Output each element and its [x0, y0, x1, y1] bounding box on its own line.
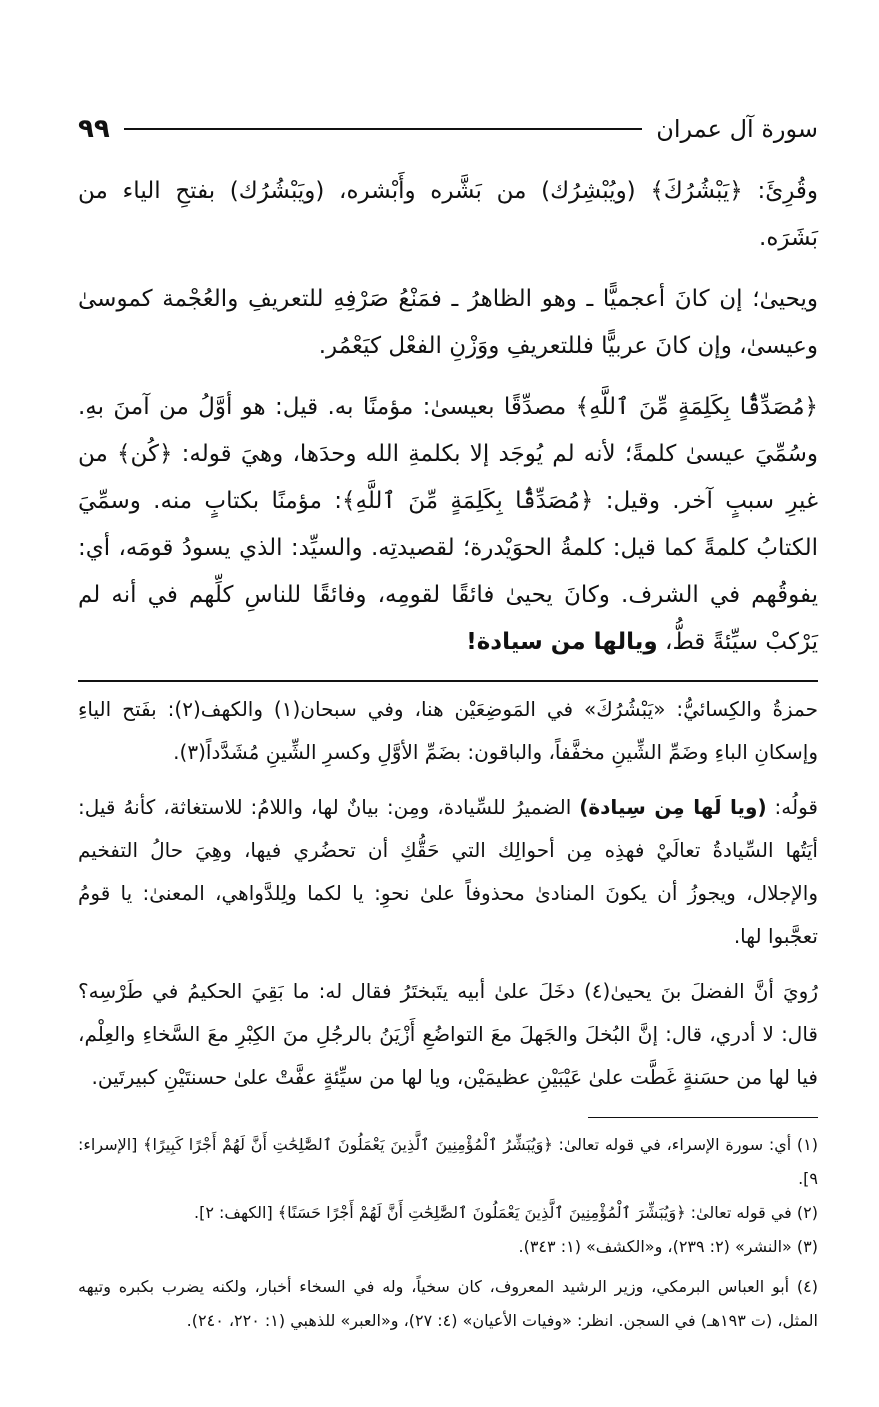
page-header: [78, 108, 818, 150]
main-text: [78, 168, 818, 666]
main-paragraph-2: ويحيىٰ؛ إن كانَ أعجميًّا ـ وهو الظاهرُ ـ فمَنْعُ صَرْفِهِ للتعريفِ والعُجْمة كموسىٰ وعيسىٰ، وإن كانَ عربيًّا فللتعريفِ ووَزْنِ الفعْل كيَعْمُر.: [78, 286, 818, 359]
main-paragraph-3: [78, 384, 818, 666]
main-paragraph-1: وقُرِئَ: ﴿يَبْشُرُكَ﴾ (ويُبْشِرُك) من بَشَّره وأَبْشره، (ويَبْشُرُك) بفتحِ الياء من بَشَرَه.: [78, 178, 818, 251]
header-rule: [124, 128, 642, 130]
surah-title: سورة آل عمران: [656, 115, 818, 143]
footnote-separator: [588, 1117, 818, 1118]
page-number: ٩٩: [78, 114, 110, 144]
commentary-quoted-phrase: (ويا لَها مِن سِيادة): [579, 795, 767, 819]
commentary-paragraph-3: رُويَ أنَّ الفضلَ بنَ يحيىٰ(٤) دخَلَ علىٰ أبيه يتَبختَرُ فقال له: ما بَقِيَ الحكيمُ في طَرْسِه؟ قال: لا أدري، قال: إنَّ البُخلَ والجَهلَ معَ التواضُعِ أَزْيَنُ بالرجُلِ منَ الكِبْرِ معَ السَّخاءِ والعِلْم، فيا لها من حسَنةٍ غَطَّت علىٰ عَيْبَيْنِ عظيمَيْن، ويا لها من سيِّئةٍ عفَّتْ علىٰ حسنتَيْنِ كبيرتَين.: [78, 979, 818, 1089]
book-page: [78, 108, 818, 1338]
footnote-3: (٣) «النشر» (٢: ٢٣٩)، و«الكشف» (١: ٣٤٣).: [518, 1237, 818, 1256]
commentary-lead: قولُه:: [766, 795, 818, 819]
footnote-4: (٤) أبو العباس البرمكي، وزير الرشيد المعروف، كان سخياً، وله في السخاء أخبار، ولكنه يضرب بكبره وتيهه المثل، (ت ١٩٣هـ) في السجن. انظر: «وفيات الأعيان» (٤: ٢٧)، و«العبر» للذهبي (١: ٢٢٠، ٢٤٠).: [78, 1277, 818, 1330]
footnotes: [78, 1128, 818, 1338]
footnote-1: (١) أي: سورة الإسراء، في قوله تعالىٰ: ﴿وَيُبَشِّرُ ٱلْمُؤْمِنِينَ ٱلَّذِينَ يَعْمَلُونَ ٱلصَّٰلِحَٰتِ أَنَّ لَهُمْ أَجْرًا كَبِيرًا﴾ [الإسراء: ٩].: [78, 1135, 818, 1188]
commentary-paragraph-2: [78, 786, 818, 958]
commentary-paragraph-1: حمزةُ والكِسائيُّ: «يَبْشُرُكَ» في المَوضِعَيْن هنا، وفي سبحان(١) والكهف(٢): بفَتح الياءِ وإسكانِ الباءِ وضَمِّ الشِّينِ مخفَّفاً، والباقون: بضَمِّ الأوَّلِ وكسرِ الشِّينِ مُشَدَّداً(٣).: [78, 697, 818, 764]
commentary-paragraph-2-text: الضميرُ للسِّيادة، ومِن: بيانٌ لها، واللامُ: للاستغاثة، كأنهُ قيل: أيَتُها السِّيادةُ تعالَيْ فهذِه مِن أحوالِك التي حَقُّكِ أن تحضُري فيها، وهِيَ حالُ التفخيم والإجلال، ويجوزُ أن يكونَ المنادىٰ محذوفاً علىٰ نحوِ: يا لكما ولِلدَّواهي، المعنىٰ: يا قومُ تعجَّبوا لها.: [78, 795, 818, 948]
commentary-text: [78, 688, 818, 1099]
main-paragraph-3-text: ﴿مُصَدِّقًۢا بِكَلِمَةٍ مِّنَ ٱللَّهِ﴾ مصدِّقًا بعيسىٰ: مؤمنًا به. قيل: هو أوَّلُ من آمنَ بهِ. وسُمِّيَ عيسىٰ كلمةً؛ لأنه لم يُوجَد إلا بكلمةِ الله وحدَها، وهيَ قوله: ﴿كُن﴾ من غيرِ سببٍ آخر. وقيل: ﴿مُصَدِّقًۢا بِكَلِمَةٍ مِّنَ ٱللَّهِ﴾: مؤمنًا بكتابٍ منه. وسمِّيَ الكتابُ كلمةً كما قيل: كلمةُ الحوَيْدرة؛ لقصيدتِه. والسيِّد: الذي يسودُ قومَه، أي: يفوقُهم في الشرف. وكانَ يحيىٰ فائقًا لقومِه، وفائقًا للناسِ كلِّهم في أنه لم يَرْكبْ سيِّئةً قطُّ،: [78, 394, 818, 655]
commentary-separator: [78, 680, 818, 682]
main-paragraph-3-end: ويالها من سيادة!: [466, 629, 658, 655]
footnote-2: (٢) في قوله تعالىٰ: ﴿وَيُبَشِّرَ ٱلْمُؤْمِنِينَ ٱلَّذِينَ يَعْمَلُونَ ٱلصَّٰلِحَٰتِ أَنَّ لَهُمْ أَجْرًا حَسَنًا﴾ [الكهف: ٢].: [193, 1203, 818, 1222]
